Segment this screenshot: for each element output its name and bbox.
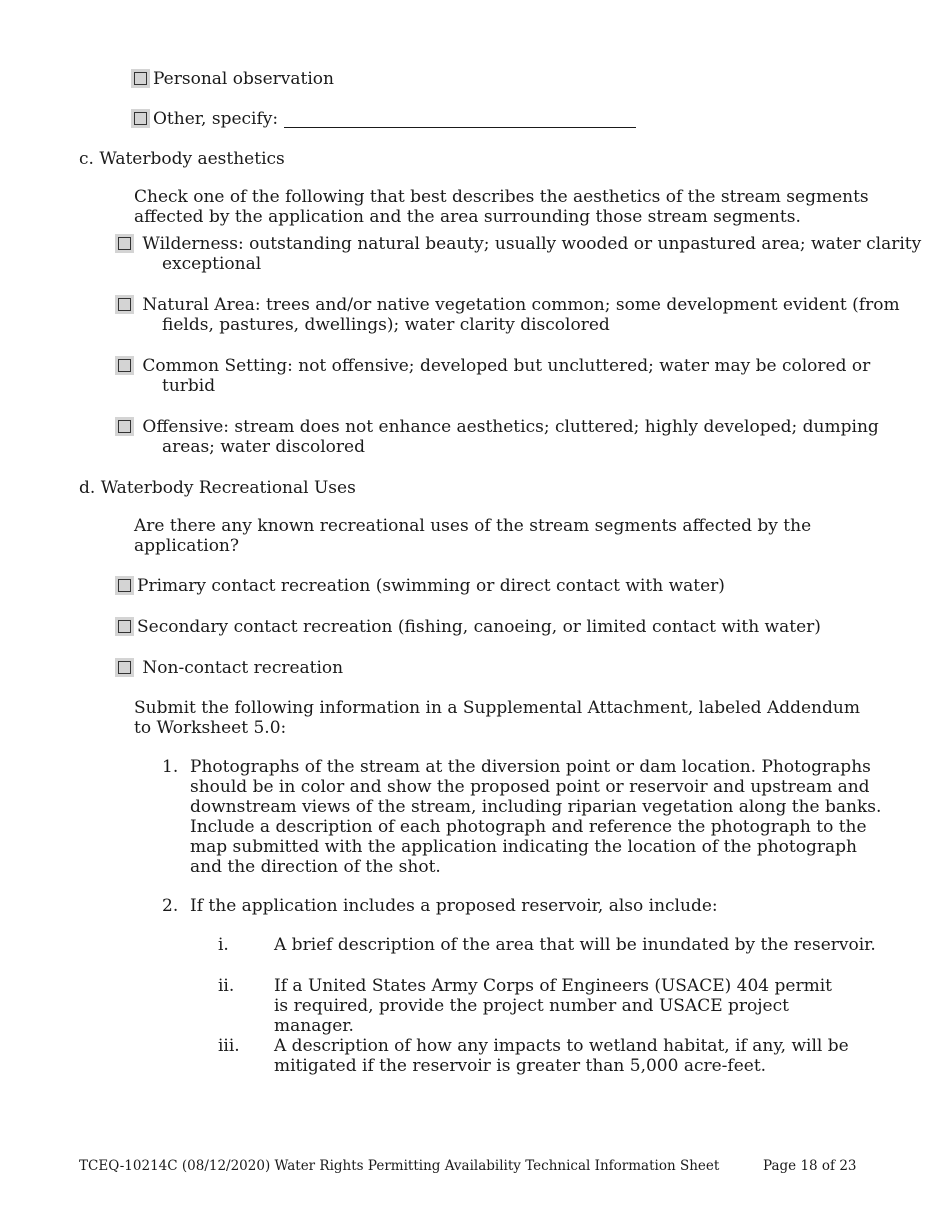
personal-observation-label: Personal observation: [153, 69, 334, 89]
option-label: Natural Area: trees and/or native vegetation common; some development evident (from fields, pastures, dwellings); water clarity discolored: [142, 295, 900, 335]
checkbox[interactable]: [118, 661, 131, 674]
list-item: [162, 757, 890, 877]
personal-observation-option[interactable]: [134, 69, 334, 89]
sub-list-item: [218, 976, 898, 1036]
recreation-option-non-contact[interactable]: [118, 658, 343, 678]
section-d-heading: d. Waterbody Recreational Uses: [79, 478, 356, 498]
sub-list-text: A brief description of the area that will be inundated by the reservoir.: [274, 935, 876, 955]
checkbox[interactable]: [134, 72, 147, 85]
section-d-question: Are there any known recreational uses of the stream segments affected by the application?: [134, 516, 812, 556]
option-label: Non-contact recreation: [142, 658, 344, 678]
sub-list-text: If a United States Army Corps of Engineers (USACE) 404 permit is required, provide the project number and USACE project manager.: [274, 976, 832, 1036]
list-number: 2.: [162, 896, 179, 916]
list-number: 1.: [162, 757, 179, 777]
list-text: Photographs of the stream at the diversion point or dam location. Photographs should be in color and show the proposed point or reservoir and upstream and downstream views of the stream, including riparian vegetation along the banks. Include a description of each photograph and reference the photograph to the map submitted with the application indicating the location of the photograph and the direction of the shot.: [190, 757, 882, 877]
checkbox[interactable]: [118, 620, 131, 633]
recreation-option-primary[interactable]: [118, 576, 725, 596]
sub-list-item: [218, 935, 898, 957]
recreation-option-secondary[interactable]: [118, 617, 821, 637]
section-c-heading: c. Waterbody aesthetics: [79, 149, 285, 169]
checkbox[interactable]: [118, 359, 131, 372]
checkbox[interactable]: [118, 579, 131, 592]
aesthetics-option-common-setting[interactable]: [118, 356, 922, 396]
footer-page-number: Page 18 of 23: [763, 1158, 857, 1174]
sub-list-number: i.: [218, 935, 229, 955]
option-label: Offensive: stream does not enhance aesthetics; cluttered; highly developed; dumping areas; water discolored: [142, 417, 879, 457]
section-c-instruction: Check one of the following that best describes the aesthetics of the stream segments affected by the application and the area surrounding those stream segments.: [134, 187, 869, 227]
aesthetics-option-natural-area[interactable]: [118, 295, 922, 335]
list-text: If the application includes a proposed reservoir, also include:: [190, 896, 718, 916]
other-specify-field[interactable]: [284, 111, 636, 128]
footer-form-info: TCEQ-10214C (08/12/2020) Water Rights Permitting Availability Technical Information Sheet: [79, 1158, 720, 1174]
checkbox[interactable]: [118, 420, 131, 433]
list-item: [162, 896, 890, 916]
submit-intro: Submit the following information in a Supplemental Attachment, labeled Addendum to Worksheet 5.0:: [134, 698, 860, 738]
sub-list-number: ii.: [218, 976, 235, 996]
option-label: Wilderness: outstanding natural beauty; usually wooded or unpastured area; water clarity exceptional: [142, 234, 922, 274]
other-specify-option[interactable]: [134, 109, 636, 129]
option-label: Common Setting: not offensive; developed but uncluttered; water may be colored or turbid: [142, 356, 871, 396]
aesthetics-option-wilderness[interactable]: [118, 234, 922, 274]
checkbox[interactable]: [118, 237, 131, 250]
sub-list-item: [218, 1036, 898, 1080]
sub-list-text: A description of how any impacts to wetland habitat, if any, will be mitigated if the reservoir is greater than 5,000 acre-feet.: [274, 1036, 849, 1076]
aesthetics-option-offensive[interactable]: [118, 417, 922, 457]
option-label: Secondary contact recreation (fishing, canoeing, or limited contact with water): [137, 617, 821, 637]
other-specify-label: Other, specify:: [153, 109, 279, 129]
option-label: Primary contact recreation (swimming or direct contact with water): [137, 576, 725, 596]
checkbox[interactable]: [134, 112, 147, 125]
sub-list-number: iii.: [218, 1036, 240, 1056]
checkbox[interactable]: [118, 298, 131, 311]
